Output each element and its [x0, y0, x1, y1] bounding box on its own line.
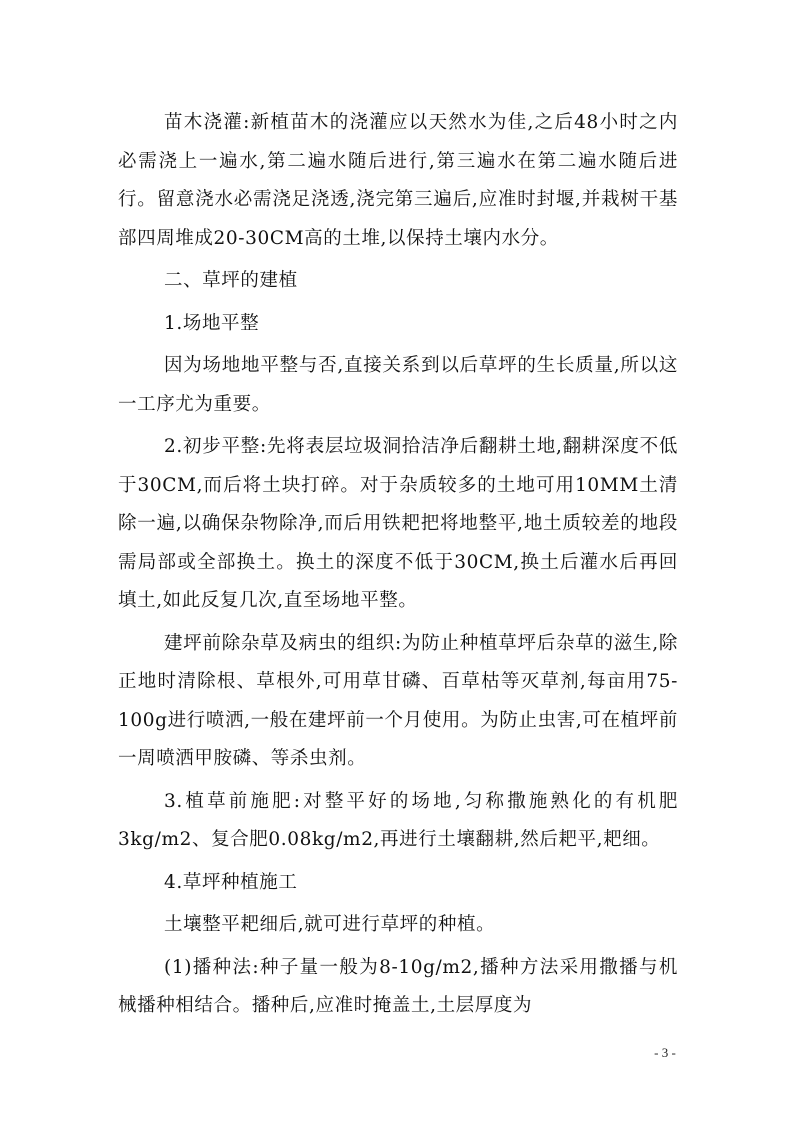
paragraph-seedling-watering: 苗木浇灌:新植苗木的浇灌应以天然水为佳,之后48小时之内必需浇上一遍水,第二遍水随后进行,第三遍水在第二遍水随后进行。留意浇水必需浇足浇透,浇完第三遍后,应准时封堰,并栽树干基部四周堆成20-30CM高的土堆,以保持土壤内水分。: [118, 112, 678, 249]
heading-lawn-planting: 4.草坪种植施工: [164, 871, 298, 893]
heading-site-leveling: 1.场地平整: [164, 312, 260, 334]
page-number: - 3 -: [654, 1045, 676, 1060]
body-text: [118, 104, 678, 1026]
paragraph-weed-pest-control: 建坪前除杂草及病虫的组织:为防止种植草坪后杂草的滋生,除正地时清除根、草根外,可用草甘磷、百草枯等灭草剂,每亩用75-100g进行喷洒,一般在建坪前一个月使用。为防止虫害,可在植坪前一周喷洒甲胺磷、等杀虫剂。: [118, 632, 678, 769]
heading-lawn-establishment: 二、草坪的建植: [164, 270, 298, 291]
paragraph-initial-leveling: 2.初步平整:先将表层垃圾洞拾洁净后翻耕土地,翻耕深度不低于30CM,而后将土块打碎。对于杂质较多的土地可用10MM土清除一遍,以确保杂物除净,而后用铁耙把将地整平,地土质较差的地段需局部或全部换土。换土的深度不低于30CM,换土后灌水后再回填土,如此反复几次,直至场地平整。: [118, 436, 678, 611]
paragraph-site-leveling-importance: 因为场地地平整与否,直接关系到以后草坪的生长质量,所以这一工序尤为重要。: [118, 355, 678, 415]
paragraph-soil-ready: 土壤整平耙细后,就可进行草坪的种植。: [164, 914, 496, 935]
paragraph-pre-planting-fertilizing: 3.植草前施肥:对整平好的场地,匀称撒施熟化的有机肥3kg/m2、复合肥0.08kg/m2,再进行土壤翻耕,然后耙平,耙细。: [118, 790, 678, 850]
paragraph-sowing-method: (1)播种法:种子量一般为8-10g/m2,播种方法采用撒播与机械播种相结合。播种后,应准时掩盖土,土层厚度为: [118, 956, 678, 1016]
